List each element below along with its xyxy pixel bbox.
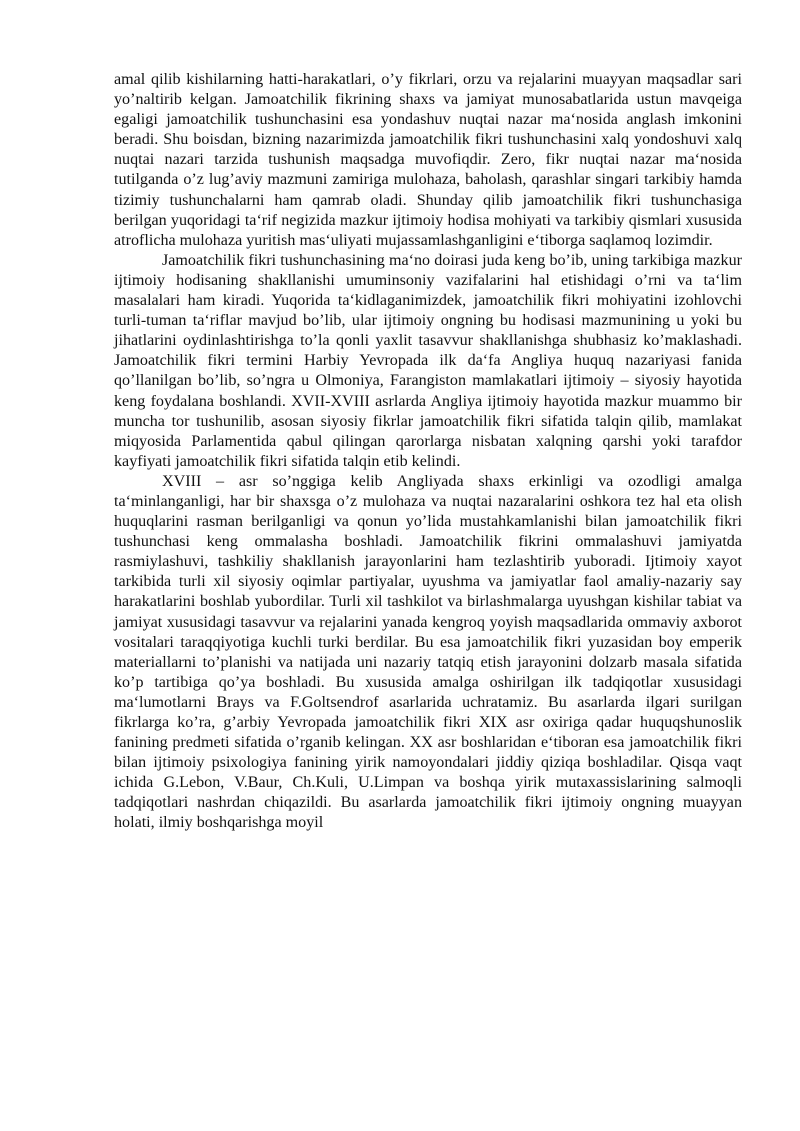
paragraph-3: XVIII – asr so’nggiga kelib Angliyada shaxs erkinligi va ozodligi amalga ta‘minlanganligi, har bir shaxsga o’z mulohaza va nuqtai nazaralarini oshkora tez hal eta olish huquqlarini rasman berilganligi va qonun yo’lida mustahkamlanishi bilan jamoatchilik fikri tushunchasi keng ommalasha boshladi. Jamoatchilik fikrini ommalashuvi jamiyatda rasmiylashuvi, tashkiliy shakllanish jarayonlarini ham tezlashtirib yuboradi. Ijtimoiy xayot tarkibida turli xil siyosiy oqimlar partiyalar, uyushma va jamiyatlar faol amaliy-nazariy say harakatlarini boshlab yubordilar. Turli xil tashkilot va birlashmalarga uyushgan kishilar tabiat va jamiyat xususidagi tasavvur va rejalarini yanada kengroq yoyish maqsadlarida ommaviy axborot vositalari taraqqiyotiga kuchli turki berdilar. Bu esa jamoatchilik fikri yuzasidan boy emperik materiallarni to’planishi va natijada uni nazariy tatqiq etish jarayonini dolzarb masala sifatida ko’p tartibiga qo’ya boshladi. Bu xususida amalga oshirilgan ilk tadqiqotlar xususidagi ma‘lumotlarni Brays va F.Goltsendrof asarlarida uchratamiz. Bu asarlarda ilgari surilgan fikrlarga ko’ra, g’arbiy Yevropada jamoatchilik fikri XIX asr oxiriga qadar huquqshunoslik fanining predmeti sifatida o’rganib kelingan. XX asr boshlaridan e‘tiboran esa jamoatchilik fikri bilan ijtimoiy psixologiya fanining yirik namoyondalari jiddiy qiziqa boshladilar. Qisqa vaqt ichida G.Lebon, V.Baur, Ch.Kuli, U.Limpan va boshqa yirik mutaxassislarining salmoqli tadqiqotlari nashrdan chiqazildi. Bu asarlarda jamoatchilik fikri ijtimoiy ongning muayyan holati, ilmiy boshqarishga moyil [114, 472, 742, 832]
paragraph-2: Jamoatchilik fikri tushunchasining ma‘no doirasi juda keng bo’ib, uning tarkibiga mazkur ijtimoiy hodisaning shakllanishi umuminsoniy vazifalarini hal etishidagi o’rni va ta‘lim masalalari ham kiradi. Yuqorida ta‘kidlaganimizdek, jamoatchilik fikri mohiyatini izohlovchi turli-tuman ta‘riflar mavjud bo’lib, ular ijtimoiy ongning bu hodisasi mazmunining u yoki bu jihatlarini oydinlashtirishga to’la qonli yaxlit tasavvur shakllanishga shubhasiz ko’maklashadi. Jamoatchilik fikri termini Harbiy Yevropada ilk da‘fa Angliya huquq nazariyasi fanida qo’llanilgan bo’lib, so’ngra u Olmoniya, Farangiston mamlakatlari ijtimoiy – siyosiy hayotida keng foydalana boshlandi. XVII-XVIII asrlarda Angliya ijtimoiy hayotida mazkur muammo bir muncha tor tushunilib, asosan siyosiy fikrlar jamoatchilik fikri sifatida talqin qilib, mamlakat miqyosida Parlamentida qabul qilingan qarorlarga nisbatan xalqning qarshi yoki tarafdor kayfiyati jamoatchilik fikri sifatida talqin etib kelindi. [114, 251, 742, 470]
paragraph-1: amal qilib kishilarning hatti-harakatlari, o’y fikrlari, orzu va rejalarini muayyan maqsadlar sari yo’naltirib kelgan. Jamoatchilik fikrining shaxs va jamiyat munosabatlarida ustun mavqeiga egaligi jamoatchilik tushunchasini esa yondashuv nuqtai nazar ma‘nosida anglash imkonini beradi. Shu boisdan, bizning nazarimizda jamoatchilik fikri tushunchasini xalq yondoshuvi xalq nuqtai nazari tarzida tushunish maqsadga muvofiqdir. Zero, fikr nuqtai nazar ma‘nosida tutilganda o’z lug’aviy mazmuni zamiriga mulohaza, baholash, qarashlar singari tarkibiy hamda tizimiy tushunchalarni ham qamrab oladi. Shunday qilib jamoatchilik fikri tushunchasiga berilgan yuqoridagi ta‘rif negizida mazkur ijtimoiy hodisa mohiyati va tarkibiy qismlari xususida atroflicha mulohaza yuritish mas‘uliyati mujassamlashganligini e‘tiborga saqlamoq lozimdir. [114, 71, 742, 249]
document-page [114, 70, 742, 834]
